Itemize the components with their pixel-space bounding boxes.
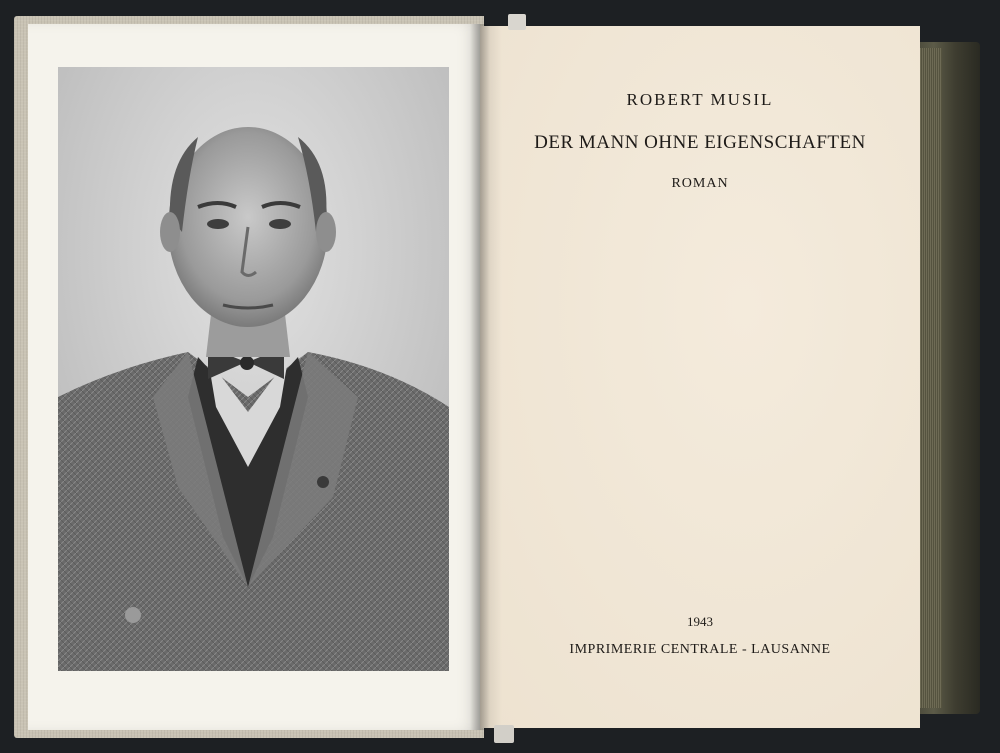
- author-name: ROBERT MUSIL: [626, 90, 774, 109]
- ribbon-marker-top: [508, 14, 526, 30]
- book-gutter: [470, 24, 490, 730]
- portrait-photo: [58, 67, 449, 671]
- ribbon-marker-bottom: [494, 725, 514, 743]
- book-genre: ROMAN: [671, 176, 729, 191]
- publisher-imprint: IMPRIMERIE CENTRALE - LAUSANNE: [569, 642, 831, 657]
- book-title: DER MANN OHNE EIGENSCHAFTEN: [534, 132, 866, 153]
- author-portrait: [58, 67, 449, 671]
- publication-year: 1943: [687, 614, 713, 629]
- title-page: [480, 26, 920, 728]
- page-edges: [918, 48, 942, 708]
